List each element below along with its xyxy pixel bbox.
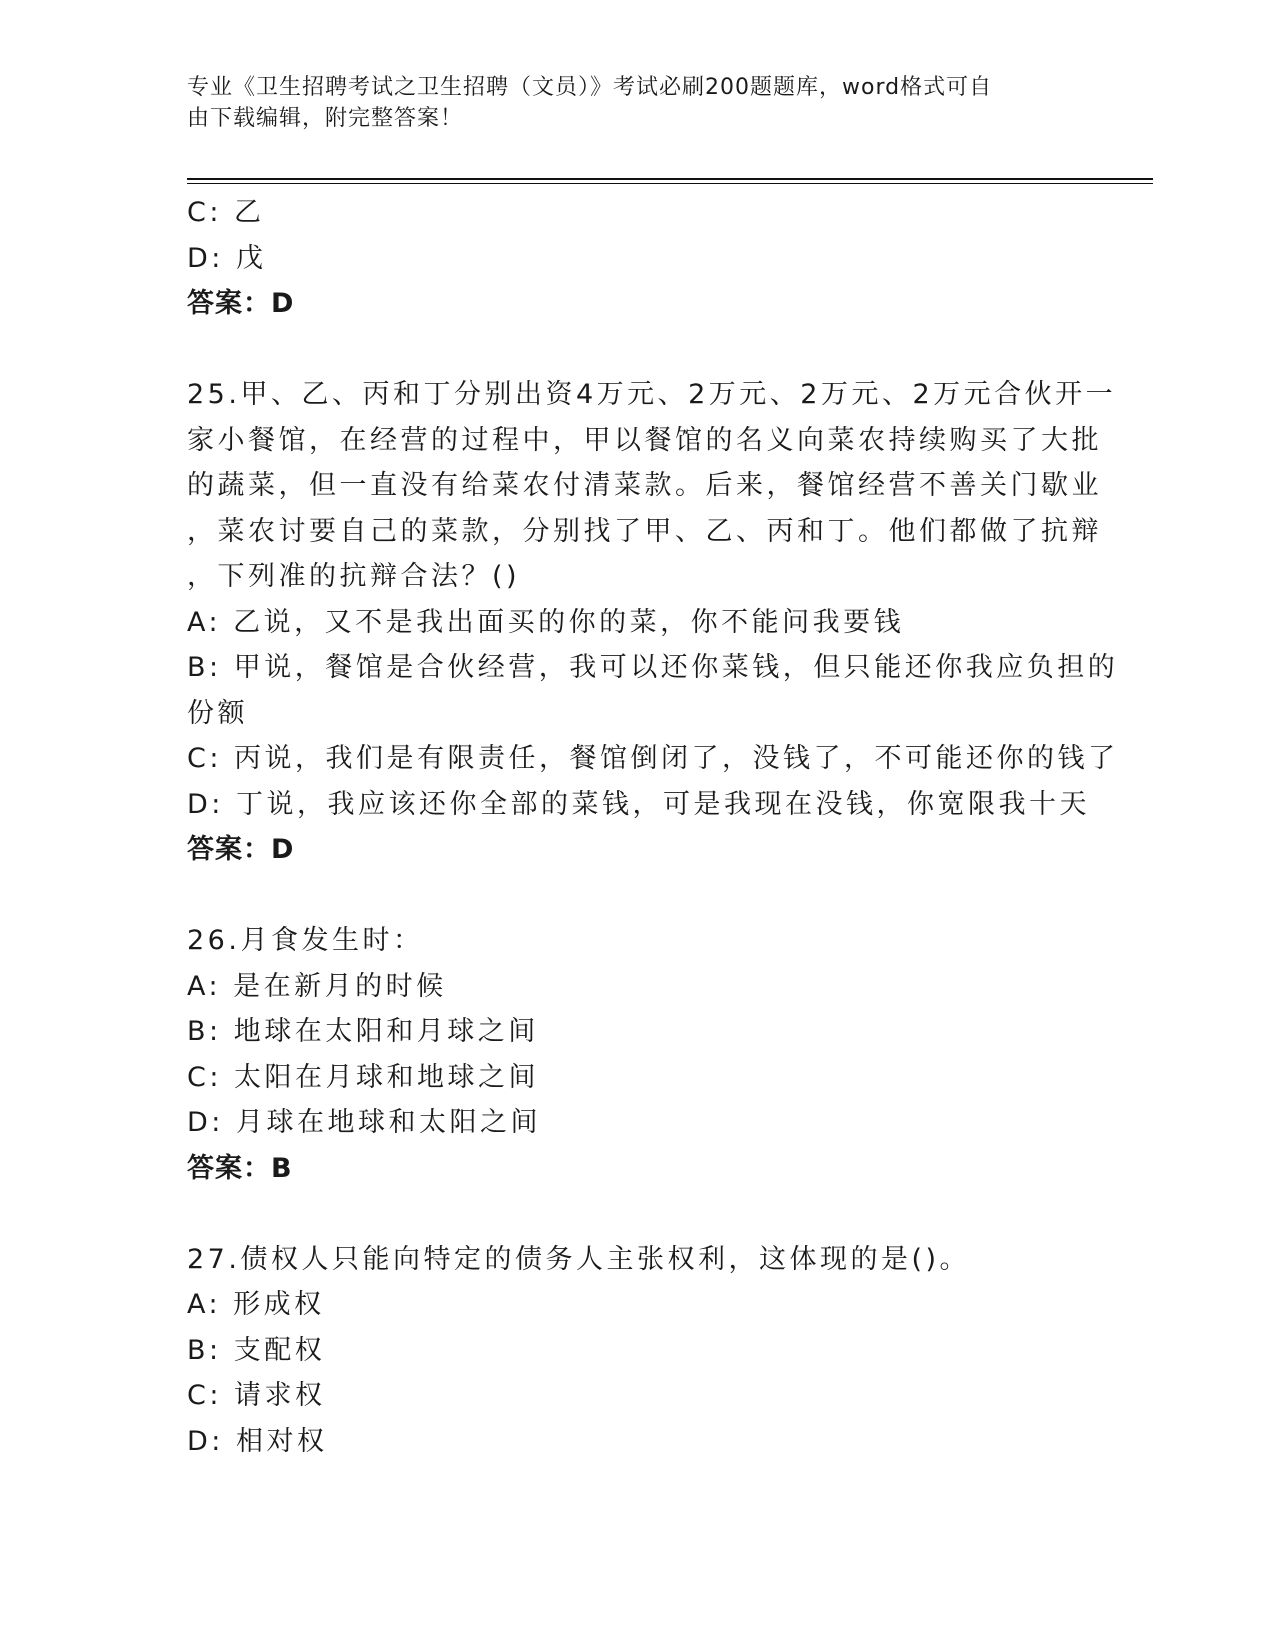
question-stem: 26.月食发生时： <box>187 925 424 956</box>
question-stem: 家小餐馆，在经营的过程中，甲以餐馆的名义向菜农持续购买了大批 <box>187 424 1102 456</box>
question-27 <box>187 1237 1087 1465</box>
option-a: A: 是在新月的时候 <box>187 970 447 1002</box>
spacer <box>187 1191 1087 1237</box>
option-c: C: 乙 <box>187 197 265 228</box>
option-b: B: 甲说，餐馆是合伙经营，我可以还你菜钱，但只能还你我应负担的 <box>187 652 1119 683</box>
option-c: C: 太阳在月球和地球之间 <box>187 1061 540 1093</box>
question-stem: ，下列准的抗辩合法？() <box>187 561 521 592</box>
document-body <box>187 190 1119 1464</box>
prev-question-tail <box>187 190 1087 327</box>
header-divider-thin <box>187 183 1153 184</box>
answer-line: 答案：D <box>187 834 295 865</box>
question-26 <box>187 918 1087 1191</box>
option-d: D: 相对权 <box>187 1425 328 1457</box>
spacer <box>187 873 1087 919</box>
option-b: B: 支配权 <box>187 1334 326 1366</box>
option-c: C: 请求权 <box>187 1380 326 1411</box>
option-d: D: 丁说，我应该还你全部的菜钱，可是我现在没钱，你宽限我十天 <box>187 788 1090 820</box>
option-c: C: 丙说，我们是有限责任，餐馆倒闭了，没钱了，不可能还你的钱了 <box>187 743 1119 774</box>
option-d: D: 戊 <box>187 242 267 274</box>
document-header <box>187 72 1067 134</box>
option-d: D: 月球在地球和太阳之间 <box>187 1107 541 1138</box>
header-title-line-1: 专业《卫生招聘考试之卫生招聘（文员）》考试必刷200题题库，word格式可自 <box>187 75 993 100</box>
header-title-line-2: 由下载编辑，附完整答案！ <box>187 106 464 131</box>
option-b: B: 地球在太阳和月球之间 <box>187 1016 539 1047</box>
option-a: A: 乙说，又不是我出面买的你的菜，你不能问我要钱 <box>187 606 905 638</box>
spacer <box>187 327 1087 373</box>
header-divider-thick <box>187 178 1153 180</box>
question-stem: ，菜农讨要自己的菜款，分别找了甲、乙、丙和丁。他们都做了抗辩 <box>187 515 1102 547</box>
question-stem: 27.债权人只能向特定的债务人主张权利，这体现的是()。 <box>187 1243 971 1275</box>
question-25 <box>187 372 1119 873</box>
option-b-continued: 份额 <box>187 697 248 729</box>
question-stem: 25.甲、乙、丙和丁分别出资4万元、2万元、2万元、2万元合伙开一 <box>187 379 1117 410</box>
option-a: A: 形成权 <box>187 1289 325 1320</box>
answer-line: 答案：B <box>187 1152 293 1184</box>
answer-line: 答案：D <box>187 288 295 319</box>
question-stem: 的蔬菜，但一直没有给菜农付清菜款。后来，餐馆经营不善关门歇业 <box>187 470 1102 501</box>
